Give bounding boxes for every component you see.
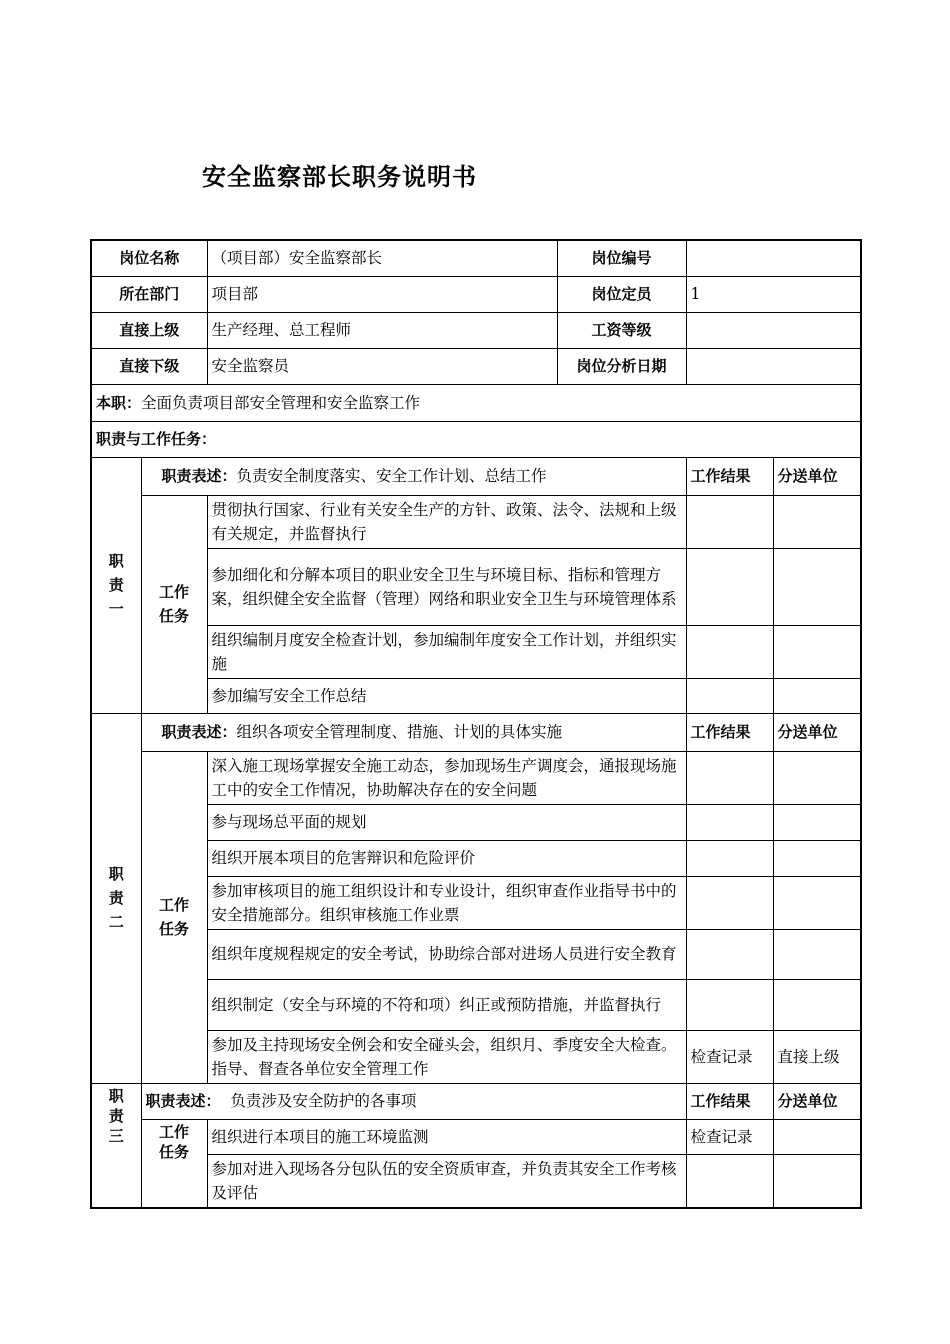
headcount-label: 岗位定员	[557, 276, 686, 312]
basic-row-1	[91, 240, 861, 276]
department-label: 所在部门	[91, 276, 207, 312]
section-1-task-4: 参加编写安全工作总结	[207, 678, 686, 713]
table-row	[91, 1119, 861, 1154]
duty-row	[91, 384, 861, 421]
subordinate-label: 直接下级	[91, 348, 207, 384]
section-3-result-header: 工作结果	[686, 1083, 773, 1119]
section-2-task-2-result	[686, 804, 773, 840]
responsibilities-header: 职责与工作任务：	[91, 421, 861, 457]
section-1-task-3: 组织编制月度安全检查计划，参加编制年度安全工作计划，并组织实施	[207, 625, 686, 678]
section-2-task-3: 组织开展本项目的危害辩识和危险评价	[207, 840, 686, 876]
section-1-result-header: 工作结果	[686, 457, 773, 495]
section-2-task-label: 工作 任务	[141, 751, 207, 1083]
section-2-dist-header: 分送单位	[773, 713, 861, 751]
salary-grade-label: 工资等级	[557, 312, 686, 348]
section-2-task-3-result	[686, 840, 773, 876]
duty-label: 本职：	[96, 393, 142, 412]
job-description-table	[90, 239, 862, 1209]
section-2-task-4: 参加审核项目的施工组织设计和专业设计，组织审查作业指导书中的安全措施部分。组织审核施工作业票	[207, 876, 686, 929]
section-2-task-1: 深入施工现场掌握安全施工动态，参加现场生产调度会，通报现场施工中的安全工作情况，协助解决存在的安全问题	[207, 751, 686, 804]
section-3-desc: 负责涉及安全防护的各事项	[230, 1092, 417, 1110]
section-1-task-3-dist	[773, 625, 861, 678]
table-row	[91, 840, 861, 876]
section-1-dist-header: 分送单位	[773, 457, 861, 495]
section-1-task-4-result	[686, 678, 773, 713]
section-2-task-7-result: 检查记录	[686, 1030, 773, 1083]
basic-row-4	[91, 348, 861, 384]
section-2-task-5-dist	[773, 929, 861, 979]
section-2-task-4-result	[686, 876, 773, 929]
table-row	[91, 1154, 861, 1208]
section-3-task-2-result	[686, 1154, 773, 1208]
table-row	[91, 495, 861, 548]
section-2-task-1-result	[686, 751, 773, 804]
section-2-task-2: 参与现场总平面的规划	[207, 804, 686, 840]
section-1-task-1-dist	[773, 495, 861, 548]
position-code-value	[686, 240, 861, 276]
section-2-task-7-dist: 直接上级	[773, 1030, 861, 1083]
table-row	[91, 979, 861, 1030]
section-1-desc-row	[91, 457, 861, 495]
table-row	[91, 548, 861, 625]
department-value: 项目部	[207, 276, 557, 312]
section-2-result-header: 工作结果	[686, 713, 773, 751]
table-row	[91, 1030, 861, 1083]
section-2-task-3-dist	[773, 840, 861, 876]
section-2-task-5-result	[686, 929, 773, 979]
section-1-name: 职 责 一	[91, 457, 141, 713]
section-1-task-label: 工作 任务	[141, 495, 207, 713]
section-1-task-1-result	[686, 495, 773, 548]
section-3-dist-header: 分送单位	[773, 1083, 861, 1119]
section-2-task-6: 组织制定（安全与环境的不符和项）纠正或预防措施，并监督执行	[207, 979, 686, 1030]
position-name-label: 岗位名称	[91, 240, 207, 276]
section-1-task-2: 参加细化和分解本项目的职业安全卫生与环境目标、指标和管理方案，组织健全安全监督（管理）网络和职业安全卫生与环境管理体系	[207, 548, 686, 625]
document-title: 安全监察部长职务说明书	[202, 163, 477, 191]
basic-row-3	[91, 312, 861, 348]
section-3-task-label: 工作 任务	[141, 1119, 207, 1208]
section-1-task-1: 贯彻执行国家、行业有关安全生产的方针、政策、法令、法规和上级有关规定，并监督执行	[207, 495, 686, 548]
section-2-task-7: 参加及主持现场安全例会和安全碰头会，组织月、季度安全大检查。指导、督查各单位安全管理工作	[207, 1030, 686, 1083]
table-row	[91, 625, 861, 678]
basic-row-2	[91, 276, 861, 312]
analysis-date-value	[686, 348, 861, 384]
subordinate-value: 安全监察员	[207, 348, 557, 384]
table-row	[91, 929, 861, 979]
section-2-task-4-dist	[773, 876, 861, 929]
section-3-task-1-result: 检查记录	[686, 1119, 773, 1154]
section-1-desc-label: 职责表述：	[161, 467, 237, 485]
salary-grade-value	[686, 312, 861, 348]
section-1-desc: 负责安全制度落实、安全工作计划、总结工作	[236, 467, 547, 485]
section-3-task-2: 参加对进入现场各分包队伍的安全资质审查，并负责其安全工作考核及评估	[207, 1154, 686, 1208]
position-name-value: （项目部）安全监察部长	[207, 240, 557, 276]
table-row	[91, 804, 861, 840]
section-1-task-3-result	[686, 625, 773, 678]
section-2-task-6-dist	[773, 979, 861, 1030]
section-2-task-6-result	[686, 979, 773, 1030]
section-1-task-2-dist	[773, 548, 861, 625]
section-2-desc-row	[91, 713, 861, 751]
section-3-name: 职 责 三	[91, 1083, 141, 1208]
table-row	[91, 678, 861, 713]
section-3-desc-row	[91, 1083, 861, 1119]
section-2-task-2-dist	[773, 804, 861, 840]
section-2-desc: 组织各项安全管理制度、措施、计划的具体实施	[236, 723, 563, 741]
responsibilities-header-row	[91, 421, 861, 457]
table-row	[91, 876, 861, 929]
section-1-task-4-dist	[773, 678, 861, 713]
section-2-name: 职 责 二	[91, 713, 141, 1083]
duty-text: 全面负责项目部安全管理和安全监察工作	[141, 393, 421, 412]
section-3-task-2-dist	[773, 1154, 861, 1208]
superior-value: 生产经理、总工程师	[207, 312, 557, 348]
table-row	[91, 751, 861, 804]
section-1-task-2-result	[686, 548, 773, 625]
superior-label: 直接上级	[91, 312, 207, 348]
analysis-date-label: 岗位分析日期	[557, 348, 686, 384]
section-3-task-1-dist	[773, 1119, 861, 1154]
section-3-task-1: 组织进行本项目的施工环境监测	[207, 1119, 686, 1154]
section-3-desc-label: 职责表述：	[145, 1092, 221, 1110]
headcount-value: 1	[686, 276, 861, 312]
section-2-task-5: 组织年度规程规定的安全考试，协助综合部对进场人员进行安全教育	[207, 929, 686, 979]
position-code-label: 岗位编号	[557, 240, 686, 276]
section-2-desc-label: 职责表述：	[161, 723, 237, 741]
section-2-task-1-dist	[773, 751, 861, 804]
